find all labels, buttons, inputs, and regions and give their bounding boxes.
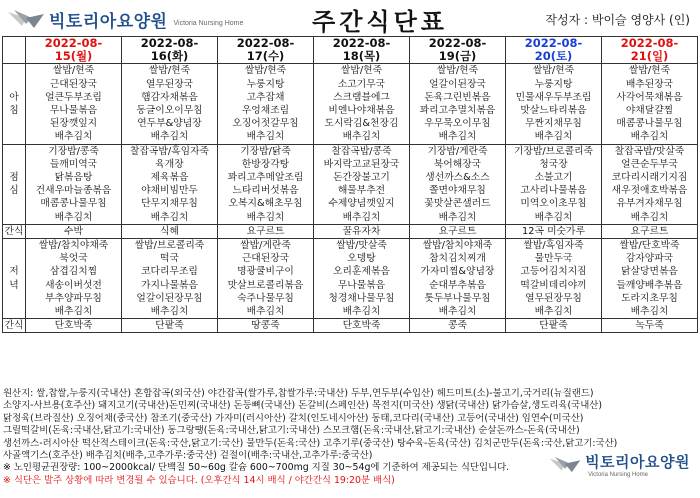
menu-item: 수제양념깻잎지 [328,198,395,210]
menu-item: 느타리버섯볶음 [232,185,299,197]
menu-item: 떡갈비데리야끼 [520,279,587,291]
menu-item: 배추김치 [534,306,573,318]
menu-item: 육개장 [155,158,184,170]
menu-item: 꽈리고추멸치볶음 [419,105,496,117]
menu-item: 기장밥/콩죽 [48,145,99,157]
menu-item: 참치김치찌개 [429,253,486,265]
menu-item: 쌀밥/현죽 [532,65,575,77]
menu-item: 열무된장국 [145,78,194,90]
menu-item: 새우젓애호박볶음 [611,185,688,197]
menu-item: 가지나물볶음 [141,279,198,291]
corner-cell [3,37,26,64]
menu-item: 찰잡곡밥/흑임자죽 [129,145,209,157]
menu-item: 누룽지탕 [534,78,573,90]
footer-logo-subtitle: Victoria Nursing Home [588,472,648,478]
menu-item: 우엉채조림 [241,105,290,117]
menu-item: 미역오이초무침 [520,198,587,210]
dinner-row-cell [410,239,506,319]
change-warning: ※ 식단은 발주 상황에 따라 변경될 수 있습니다. (오후간식 14시 배식 / 야간간식 19:20분 배식) [3,474,395,486]
menu-item: 배추김치 [150,306,189,318]
day-header: 2022-08-16(화) [122,37,218,64]
menu-item: 제육볶음 [150,172,189,184]
menu-item: 쌀밥/현죽 [340,65,383,77]
menu-item: 꽈리고추메알조림 [227,172,304,184]
menu-item: 떡국 [160,253,179,265]
lunch-row-label: 점 심 [3,144,26,224]
menu-item: 꽃맛살콘샐러드 [424,198,491,210]
menu-item: 도시락김&천장김 [324,118,399,130]
night-snack-row-cell: 단팥죽 [506,319,602,333]
menu-item: 돈육그린빈볶음 [424,91,491,103]
menu-item: 물만두국 [534,253,573,265]
menu-item: 쌀밥/현죽 [148,65,191,77]
day-header: 2022-08-21(일) [602,37,698,64]
logo-wings-icon [548,455,582,474]
origin-line: 사골액기스(호주산) 배추김치(배추,고추가루:중국산) 겉절이(배추:국내산,고추가루:중국산) [3,450,373,462]
menu-item: 순대부추볶음 [429,279,486,291]
menu-item: 쌀밥/맛살죽 [336,240,387,252]
menu-item: 코다리무조림 [141,266,198,278]
menu-item: 근대된장국 [49,78,98,90]
night-snack-row-cell: 녹두죽 [602,319,698,333]
dinner-row-cell [506,239,602,319]
menu-item: 누룽지탕 [246,78,285,90]
afternoon-snack-row-cell: 식혜 [122,224,218,238]
footer-logo-name: 빅토리아요양원 [585,453,690,471]
afternoon-snack-row-cell: 요구르트 [218,224,314,238]
menu-item: 민물새우두부조림 [515,91,592,103]
author-label: 작성자 : 박이슬 영양사 (인) [545,13,690,27]
menu-item: 쌀밥/현죽 [628,65,671,77]
logo-name: 빅토리아요양원 [49,11,168,32]
afternoon-snack-row-cell: 수박 [26,224,122,238]
dinner-row-cell [26,239,122,319]
menu-item: 기장밥/게란죽 [427,145,488,157]
menu-item: 한방장각탕 [241,158,290,170]
lunch-row-cell [218,144,314,224]
menu-item: 쫄면야채무침 [429,185,486,197]
origin-line: 원산지: 쌀,찹쌀,누룽지(국내산) 혼합잡곡(외국산) 야간잡곡(쌀가루,찹쌀가루:국내산) 두부,연두부(수입산) 헤드미트(소)-불고기,국거리(뉴질랜드) [3,388,594,399]
origin-line: 그릴떡갈비(돈육:국내산,닭고기:국내산) 동그랑땡(돈육:국내산,닭고기:국내산) 스모크햄(돈육:국내산,닭고기:국내산) 순살돈까스-돈육(국내산) [3,425,580,437]
breakfast-row-cell [122,64,218,144]
dinner-row [3,239,698,319]
menu-item: 소고기무국 [337,78,386,90]
menu-item: 매콤콩나물무침 [40,198,107,210]
menu-item: 배추김치 [54,211,93,223]
day-header: 2022-08-17(수) [218,37,314,64]
menu-item: 쌀밥/브로콜리죽 [134,240,205,252]
menu-item: 배추김치 [342,306,381,318]
afternoon-snack-row-cell: 12곡 미숫가루 [506,224,602,238]
breakfast-row-cell [314,64,410,144]
breakfast-row [3,64,698,144]
menu-item: 맛살느타리볶음 [520,105,587,117]
menu-item: 무짠지채무침 [525,118,582,130]
menu-item: 기장밥/닭죽 [240,145,291,157]
breakfast-row-cell [410,64,506,144]
menu-item: 기장밥/브로콜리죽 [513,145,593,157]
menu-item: 소불고기 [534,172,573,184]
day-header: 2022-08-20(토) [506,37,602,64]
menu-item: 쌀밥/단호박죽 [619,240,680,252]
menu-item: 숙주나물무침 [237,292,294,304]
logo-subtitle: Victoria Nursing Home [173,19,244,27]
menu-item: 쌀밥/현죽 [52,65,95,77]
menu-item: 연두부&양념장 [137,118,202,130]
menu-item: 된장깻잎지 [49,118,98,130]
lunch-row [3,144,698,224]
menu-item: 배추김치 [246,131,285,143]
dinner-row-label: 저 녁 [3,239,26,319]
menu-item: 유부겨자채무침 [616,198,683,210]
menu-item: 톳두부나물무침 [424,292,491,304]
menu-item: 삼겹김치찜 [49,266,98,278]
menu-item: 얼갈이된장국 [429,78,486,90]
menu-item: 닭볶음탕 [54,172,93,184]
menu-item: 오복지&해초무침 [228,198,303,210]
menu-item: 돈간장불고기 [333,172,390,184]
menu-item: 오뎅탕 [347,253,376,265]
menu-item: 쌀밥/참치야채죽 [38,240,109,252]
origin-line: 생선까스-러시아산 떡산적스테이크(돈육:국산,닭고기:국산) 물만두(돈육:국산) 고추기루(중국산) 탕수육-돈육(국산) 김치군만두(돈육:국산,닭고기:국산) [3,437,618,449]
header [0,0,700,36]
menu-item: 무나물볶음 [337,279,386,291]
lunch-row-cell [122,144,218,224]
lunch-row-cell [410,144,506,224]
menu-item: 오징어젓갈무침 [232,118,299,130]
menu-item: 비엔나야채볶음 [328,105,395,117]
night-snack-row-cell: 단팥죽 [122,319,218,333]
menu-item: 동글이오이무침 [136,105,203,117]
dinner-row-cell [122,239,218,319]
menu-item: 쌀밥/현죽 [244,65,287,77]
menu-item: 고추잡채 [246,91,285,103]
logo [6,6,286,32]
afternoon-snack-row-label: 간식 [3,224,26,238]
footer-logo [548,451,690,478]
menu-item: 고등어김치지짐 [520,266,587,278]
menu-item: 코다리시래기지짐 [611,172,688,184]
menu-item: 쌀밥/현죽 [436,65,479,77]
menu-item: 감자양파국 [625,253,674,265]
day-header: 2022-08-19(금) [410,37,506,64]
dinner-row-cell [602,239,698,319]
menu-item: 새송이버섯전 [45,279,102,291]
lunch-row-cell [506,144,602,224]
menu-item: 무나물볶음 [49,105,98,117]
menu-item: 찰잡곡밥/콩죽 [331,145,392,157]
menu-item: 얼큰순두부국 [621,158,678,170]
menu-item: 배추김치 [438,131,477,143]
night-snack-row-cell: 단호박죽 [26,319,122,333]
lunch-row-cell [314,144,410,224]
menu-item: 고사리나물볶음 [520,185,587,197]
night-snack-row-cell: 콩죽 [410,319,506,333]
menu-item: 배추김치 [246,306,285,318]
menu-item: 햄감자채볶음 [141,91,198,103]
menu-item: 우무묵오이무침 [424,118,491,130]
menu-item: 배추김치 [150,211,189,223]
menu-item: 들깨양배추볶음 [616,279,683,291]
menu-item: 쌀밥/참치야채죽 [422,240,493,252]
menu-item: 오리훈제볶음 [333,266,390,278]
menu-item: 찰잡곡밥/맛살죽 [614,145,685,157]
afternoon-snack-row-cell: 요구르트 [410,224,506,238]
menu-item: 맛살브로콜리볶음 [227,279,304,291]
menu-item: 명광쿨비구이 [237,266,294,278]
menu-item: 배추된장국 [625,78,674,90]
menu-item: 배추김치 [534,131,573,143]
menu-item: 사각어묵채볶음 [616,91,683,103]
menu-item: 배추김치 [342,211,381,223]
menu-item: 청국장 [539,158,568,170]
menu-item: 건새우마늘종볶음 [35,185,112,197]
menu-item: 청경채나물무침 [328,292,395,304]
menu-item: 북어해장국 [433,158,482,170]
menu-item: 근대된장국 [241,253,290,265]
menu-item: 배추김치 [630,211,669,223]
day-header: 2022-08-18(목) [314,37,410,64]
menu-item: 배추김치 [150,131,189,143]
breakfast-row-cell [602,64,698,144]
nutrition-note: ※ 노인평균권장량: 100~2000kcal/ 단백질 50~60g 칼슘 600~700mg 지질 30~54g에 기준하여 제공되는 식단입니다. [3,462,510,474]
menu-item: 야채비빔만두 [141,185,198,197]
menu-item: 배추김치 [342,131,381,143]
breakfast-row-label: 아 침 [3,64,26,144]
menu-item: 부추양파무침 [45,292,102,304]
menu-item: 매콤콩나물무침 [616,118,683,130]
menu-item: 스크램블에그 [333,91,390,103]
menu-item: 바지락고교된장국 [323,158,400,170]
afternoon-snack-row-cell: 꿀유자차 [314,224,410,238]
breakfast-row-cell [218,64,314,144]
lunch-row-cell [602,144,698,224]
menu-item: 얼큰두부조림 [45,91,102,103]
menu-item: 얼갈이된장무침 [136,292,203,304]
breakfast-row-cell [506,64,602,144]
menu-item: 닭살당면볶음 [621,266,678,278]
menu-item: 배추김치 [534,211,573,223]
menu-item: 북엇국 [59,253,88,265]
night-snack-row [3,319,698,333]
menu-item: 배추김치 [246,211,285,223]
menu-item: 쌀밥/흑임자죽 [523,240,584,252]
dinner-row-cell [218,239,314,319]
menu-item: 야채달걀찜 [625,105,674,117]
day-header: 2022-08-15(월) [26,37,122,64]
lunch-row-cell [26,144,122,224]
menu-item: 단무지채무침 [141,198,198,210]
origin-line: 닭정육(브라질산) 오징어채(중국산) 참조기(중국산) 가자미(러시아산) 갈치(인도네시아산) 동태,코다리(국내산) 고등어(국내산) 임연수(미국산) [3,412,584,424]
menu-item: 배추김치 [630,306,669,318]
menu-item: 들깨미역국 [49,158,98,170]
menu-item: 해물부추전 [337,185,386,197]
origin-line: 소양지-사브용(호주산) 돼지고기(국내산)돈민찌(국내산) 돈등뼈(국내산) 돈갈비(스페인산) 목전지(미국산) 생닭(국내산) 닭가슴살,생도리육(국내산) [3,400,602,412]
menu-item: 배추김치 [54,131,93,143]
page-title: 주간식단표 [312,8,448,36]
night-snack-row-cell: 땅콩죽 [218,319,314,333]
logo-wings-icon [6,8,46,30]
menu-item: 도라지초무침 [621,292,678,304]
menu-item: 배추김치 [438,211,477,223]
dinner-row-cell [314,239,410,319]
weekly-menu-table [2,36,698,333]
night-snack-row-label: 간식 [3,319,26,333]
menu-item: 배추김치 [630,131,669,143]
breakfast-row-cell [26,64,122,144]
menu-item: 쌀밥/게란죽 [240,240,291,252]
night-snack-row-cell: 단호박죽 [314,319,410,333]
afternoon-snack-row-cell: 요구르트 [602,224,698,238]
menu-item: 배추김치 [54,306,93,318]
menu-item: 열무된장무침 [525,292,582,304]
menu-item: 가자미찜&양념장 [420,266,495,278]
date-row [3,37,698,64]
menu-item: 배추김치 [438,306,477,318]
afternoon-snack-row [3,224,698,238]
menu-item: 생선까스&소스 [425,172,490,184]
